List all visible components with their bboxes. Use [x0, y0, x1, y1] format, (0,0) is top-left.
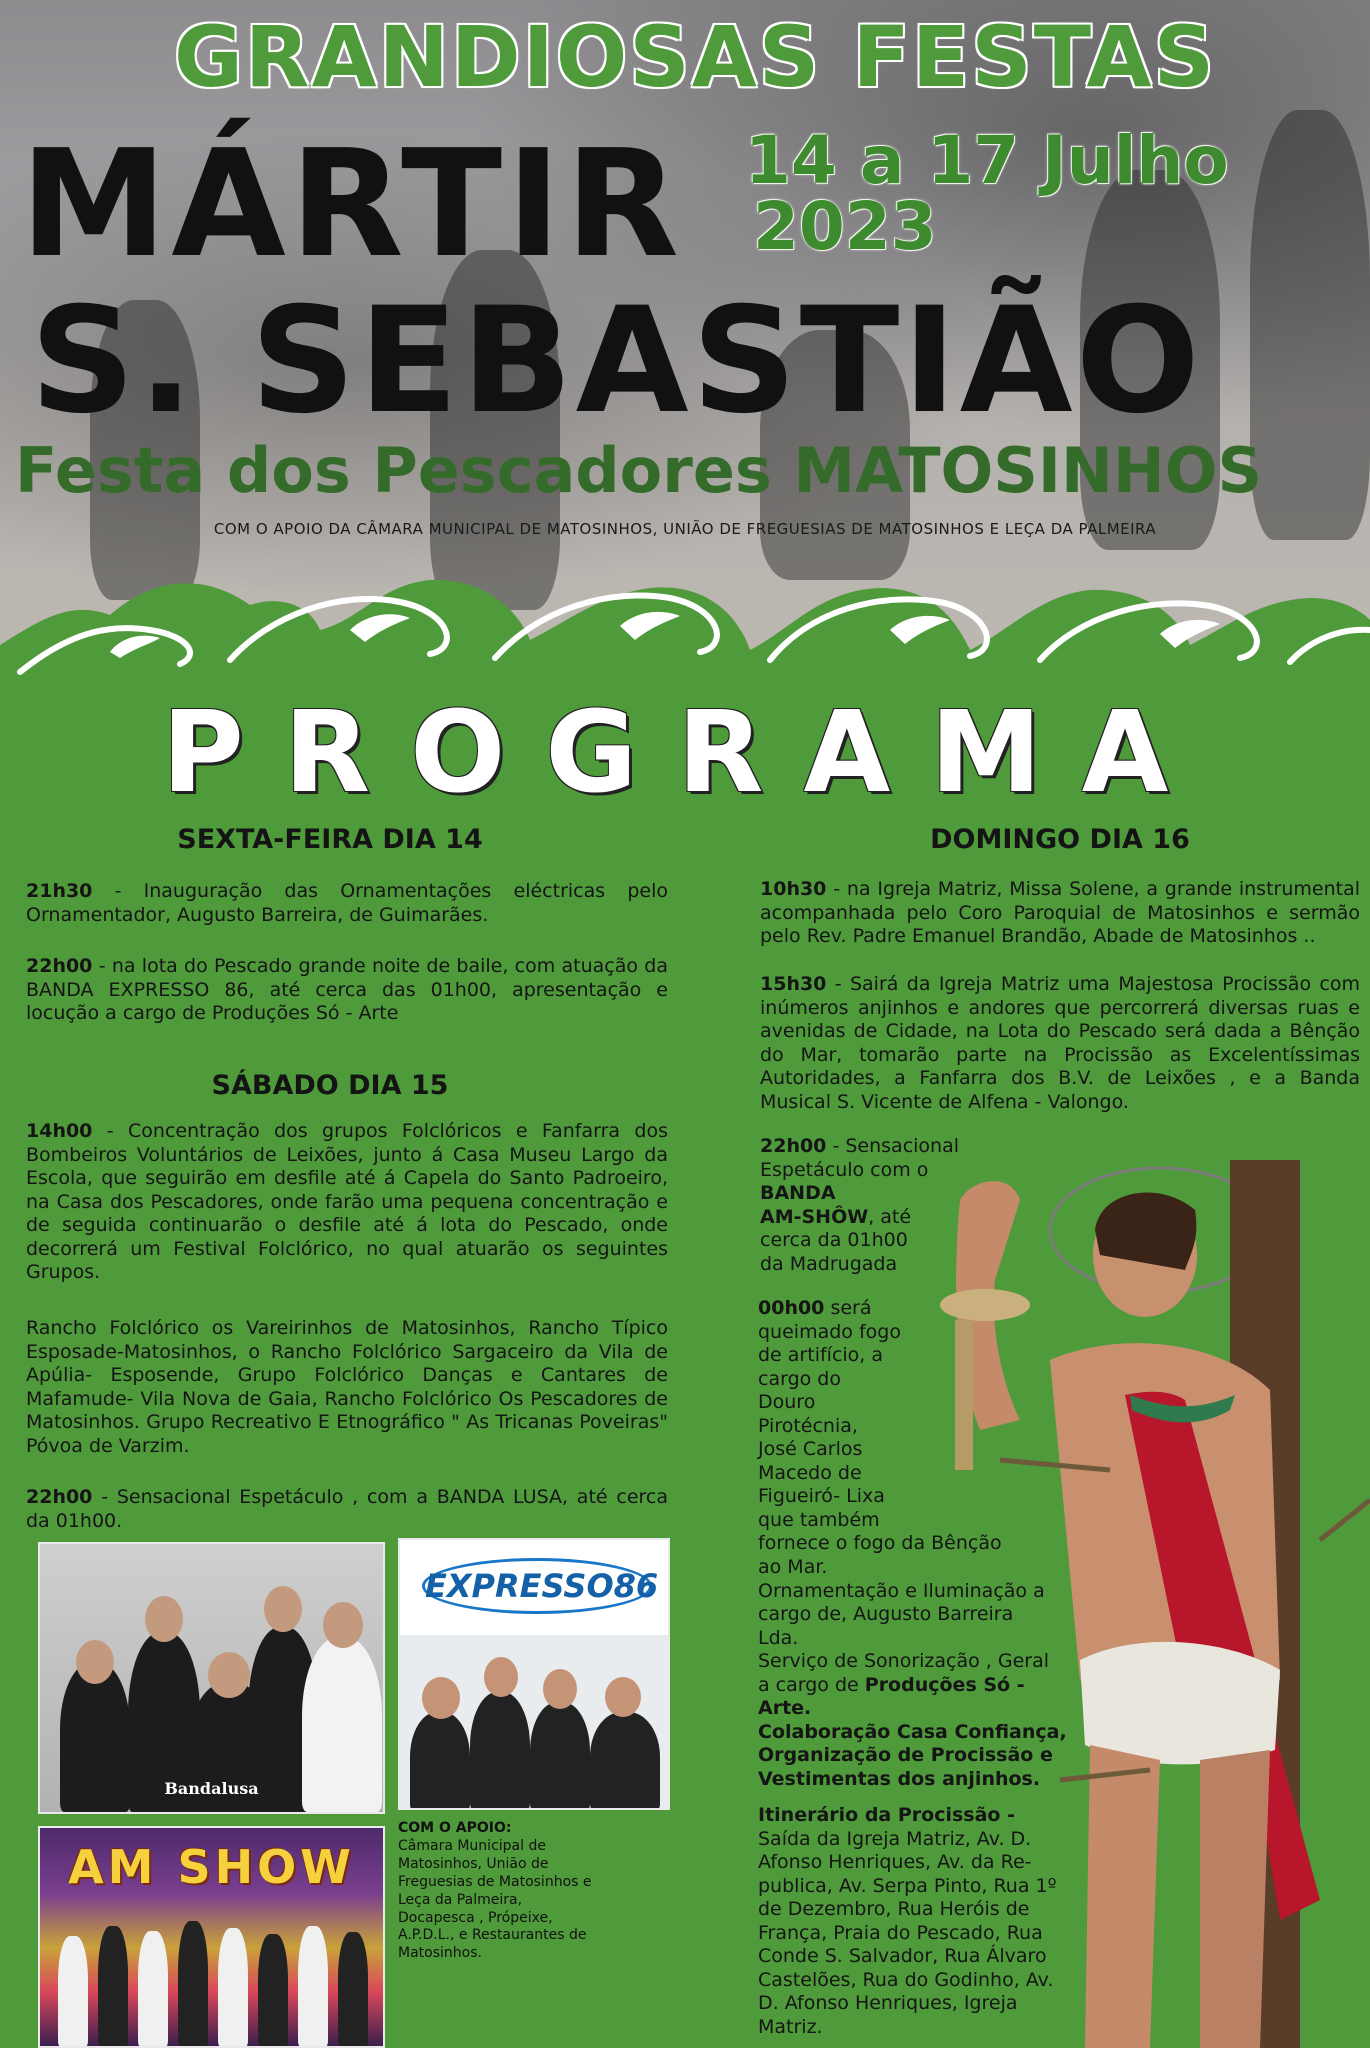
band-member [530, 1702, 590, 1810]
saturday-heading: SÁBADO DIA 15 [211, 1070, 449, 1101]
sunday-show [760, 1135, 960, 1276]
show-end-line: da Madrugada [760, 1252, 898, 1275]
am-show-logo: AM SHOW [68, 1840, 355, 1894]
sunday-item-2 [760, 973, 1360, 1114]
item-text: - Inauguração das Ornamentações eléctricas pelo Ornamentador, Augusto Barreira, de Guimarães. [26, 880, 668, 926]
fireworks-line: será [824, 1297, 872, 1319]
support-box-line: A.P.D.L., e Restaurantes de [398, 1927, 587, 1944]
fireworks-line: ao Mar. [758, 1556, 828, 1579]
dancer [218, 1928, 248, 2046]
bandalusa-logo: Bandalusa [164, 1779, 259, 1798]
leg [1085, 1745, 1160, 2048]
banda-lusa-photo [38, 1542, 385, 1814]
route-line: França, Praia do Pescado, Rua [758, 1921, 1043, 1944]
band-member-head [264, 1586, 302, 1632]
show-band-line: BANDA [760, 1182, 836, 1205]
fireworks-line: fornece o fogo da Bênção [758, 1532, 1002, 1555]
festival-title-line1: GRANDIOSAS FESTAS [173, 8, 1217, 106]
support-box-line: Docapesca , Própeixe, [398, 1909, 553, 1926]
band-member [410, 1712, 470, 1810]
programa-title: PROGRAMA [161, 688, 1209, 818]
saturday-item-2 [26, 1317, 668, 1458]
dates-line1: 14 a 17 Julho [745, 122, 1229, 199]
collab-line: Vestimentas dos anjinhos. [758, 1767, 1041, 1790]
collab-line: Organização de Procissão e [758, 1744, 1053, 1767]
collab-line: Colaboração Casa Confiança, [758, 1720, 1067, 1743]
show-band-suffix: , até [868, 1205, 912, 1228]
route-line: publica, Av. Serpa Pinto, Rua 1º [758, 1874, 1057, 1897]
fireworks-line: Douro [758, 1391, 816, 1414]
expresso86-photo [398, 1538, 670, 1810]
item-time: 21h30 [26, 880, 93, 902]
band-member-head [605, 1677, 641, 1717]
band-member-head [543, 1669, 577, 1709]
band-member [470, 1692, 530, 1810]
route-line: Afonso Henriques, Av. da Re- [758, 1851, 1032, 1874]
band-member-head [323, 1602, 363, 1648]
item-text: - Sensacional Espetáculo , com a BANDA LUSA, até cerca da 01h00. [26, 1486, 668, 1532]
support-box-line: Leça da Palmeira, [398, 1891, 523, 1908]
loincloth [1080, 1642, 1280, 1765]
band-member-head [422, 1677, 460, 1719]
item-time: 22h00 [26, 955, 93, 977]
friday-item-2 [26, 955, 668, 1026]
saturday-item-3 [26, 1486, 668, 1533]
sunday-item-1 [760, 878, 1360, 949]
band-member-head [145, 1596, 183, 1642]
fireworks-line: cargo do [758, 1367, 841, 1390]
route-line: Saída da Igreja Matriz, Av. D. [758, 1827, 1032, 1850]
show-line: Espetáculo com o [760, 1158, 929, 1181]
fireworks-line: queimado fogo [758, 1320, 901, 1343]
fireworks-line: que também [758, 1508, 880, 1531]
item-time: 22h00 [760, 1135, 827, 1157]
route-line: Matriz. [758, 2015, 823, 2038]
support-box-title: COM O APOIO: [398, 1820, 512, 1836]
festival-dates [745, 122, 1229, 265]
procession-route [758, 1804, 1088, 2039]
saturday-item-1 [26, 1120, 668, 1285]
friday-item-1 [26, 880, 668, 927]
item-time: 10h30 [760, 878, 827, 900]
sound-line: Serviço de Sonorização , Geral [758, 1650, 1050, 1673]
fireworks-line: Pirotécnia, [758, 1414, 858, 1437]
dancer [138, 1931, 168, 2046]
leg [1200, 1750, 1270, 2048]
band-member-head [76, 1640, 114, 1684]
fireworks-line: Figueiró- Lixa [758, 1485, 885, 1508]
fireworks-line: José Carlos [758, 1438, 863, 1461]
support-box-line: Câmara Municipal de [398, 1837, 546, 1854]
title-sebastiao: S. SEBASTIÃO [30, 276, 1203, 446]
show-end-line: cerca da 01h00 [760, 1229, 908, 1252]
item-time: 15h30 [760, 973, 827, 995]
friday-heading: SEXTA-FEIRA DIA 14 [177, 824, 483, 855]
item-text: - Concentração dos grupos Folclóricos e Fanfarra dos Bombeiros Voluntários de Leixões, junto á Casa Museu Largo da Escola, que seguirão em desfile até á Capela do Santo Padroeiro, na Casa dos Pescadores, onde farão uma pequena concentração e de seguida continuarão o desfile até á lota do Pescado, onde decorrerá um Festival Folclórico, no qual atuarão os seguintes Grupos. [26, 1120, 668, 1284]
support-box-line: Matosinhos, União de [398, 1855, 549, 1872]
item-text: - na lota do Pescado grande noite de baile, com atuação da BANDA EXPRESSO 86, até cerca das 01h00, apresentação e locução a cargo de Produções Só - Arte [26, 955, 668, 1025]
dancer [178, 1921, 208, 2046]
support-line: COM O APOIO DA CÂMARA MUNICIPAL DE MATOSINHOS, UNIÃO DE FREGUESIAS DE MATOSINHOS E LEÇA DA PALMEIRA [213, 520, 1157, 538]
festival-subtitle: Festa dos Pescadores MATOSINHOS [15, 434, 1263, 507]
band-member-head [484, 1657, 518, 1697]
dancer [338, 1932, 368, 2046]
dancer [58, 1936, 88, 2046]
item-time: 00h00 [758, 1297, 825, 1319]
expresso86-group [400, 1635, 668, 1810]
route-title: Itinerário da Procissão - [758, 1804, 1015, 1826]
support-box-line: Freguesias de Matosinhos e [398, 1873, 592, 1890]
title-martir: MÁRTIR [20, 118, 684, 290]
item-text: - Sairá da Igreja Matriz uma Majestosa Procissão com inúmeros anjinhos e andores que percorrerá diversas ruas e avenidas de Cidade, na Lota do Pescado será dada a Bênção do Mar, tomarão parte na Procissão as Excelentíssimas Autoridades, a Fanfarra dos B.V. de Leixões , e a Banda Musical S. Vicente de Alfena - Valongo. [760, 973, 1360, 1113]
show-band-line: AM-SHÔW [760, 1205, 869, 1228]
band-member-head [208, 1652, 250, 1698]
support-box [398, 1820, 608, 1963]
wave-band [0, 580, 1370, 700]
arrow [1320, 1500, 1370, 1540]
band-member [590, 1712, 660, 1810]
route-line: Castelões, Rua do Godinho, Av. [758, 1968, 1054, 1991]
sound-line-prefix: a cargo de [758, 1673, 865, 1696]
support-box-line: Matosinhos. [398, 1945, 482, 1962]
item-time: 14h00 [26, 1120, 93, 1142]
route-line: D. Afonso Henriques, Igreja [758, 1992, 1018, 2015]
fireworks-line: de artifício, a [758, 1344, 884, 1367]
wave-divider [0, 560, 1370, 700]
ornament-line: Ornamentação e Iluminação a [758, 1579, 1045, 1602]
fireworks-line: Macedo de [758, 1461, 862, 1484]
ornament-line: Lda. [758, 1626, 799, 1649]
dates-year: 2023 [753, 188, 937, 265]
sound-line-bold: Arte. [758, 1697, 812, 1720]
item-time: 22h00 [26, 1486, 93, 1508]
show-line: - Sensacional [832, 1135, 960, 1157]
dancer [98, 1926, 128, 2046]
ornament-line: cargo de, Augusto Barreira [758, 1603, 1014, 1626]
sunday-heading: DOMINGO DIA 16 [930, 824, 1190, 855]
dancer [298, 1926, 328, 2046]
sound-line-bold: Produções Só - [864, 1673, 1025, 1696]
route-line: Conde S. Salvador, Rua Álvaro [758, 1945, 1047, 1968]
item-text: - na Igreja Matriz, Missa Solene, a grande instrumental acompanhada pelo Coro Paroquial de Matosinhos e sermão pelo Rev. Padre Emanuel Brandão, Abade de Matosinhos .. [760, 878, 1360, 948]
sunday-fireworks [758, 1297, 1088, 1791]
route-line: de Dezembro, Rua Heróis de [758, 1898, 1030, 1921]
am-show-photo [38, 1826, 385, 2048]
expresso86-logo: EXPRESSO86 [422, 1558, 652, 1614]
item-text: Rancho Folclórico os Vareirinhos de Matosinhos, Rancho Típico Esposade-Matosinhos, o Rancho Folclórico Sargaceiro da Vila de Apúlia- Esposende, Grupo Folclórico Danças e Cantares de Mafamude- Vila Nova de Gaia, Rancho Folclórico Os Pescadores de Matosinhos. Grupo Recreativo E Etnográfico " As Tricanas Poveiras" Póvoa de Varzim. [26, 1317, 668, 1457]
dancer [258, 1934, 288, 2046]
